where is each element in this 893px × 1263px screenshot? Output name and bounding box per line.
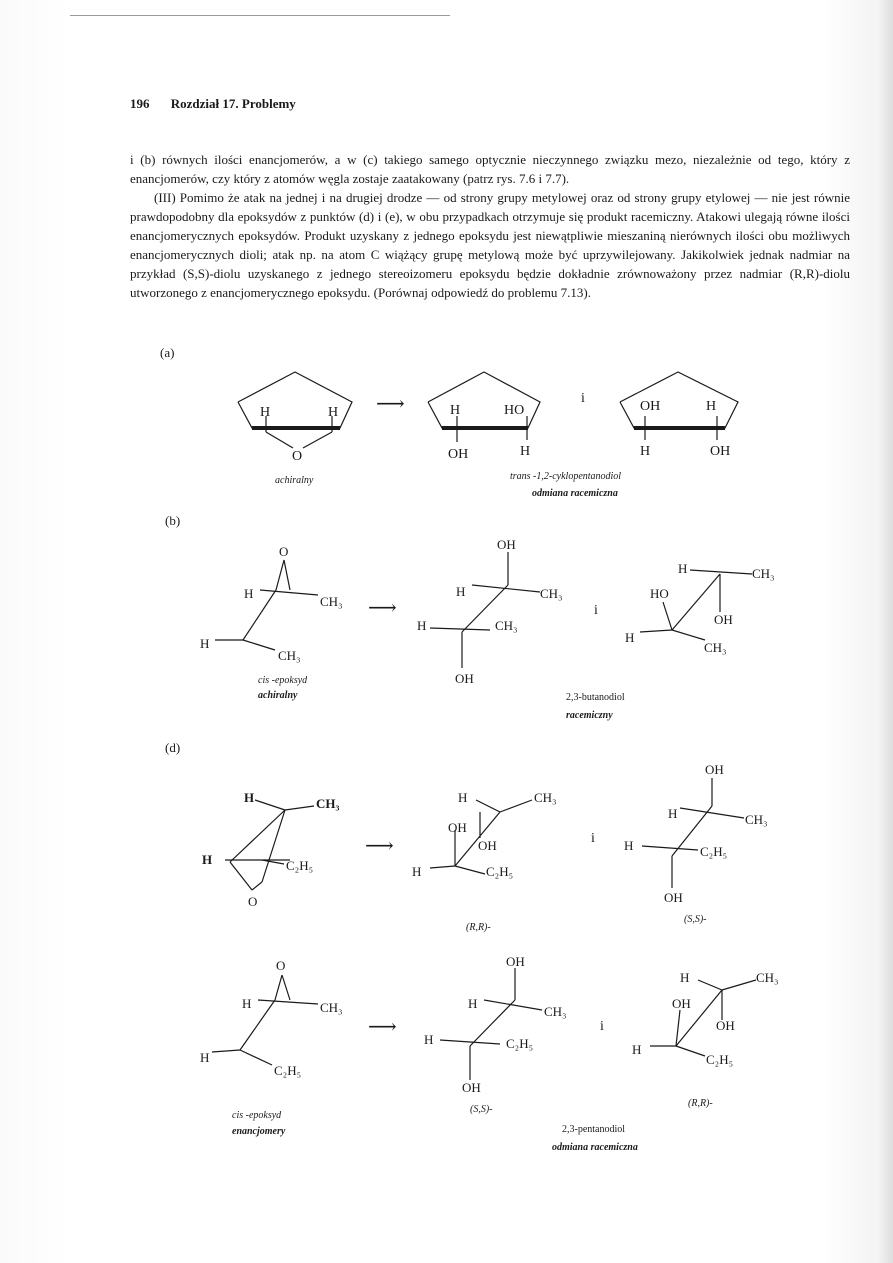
atom-label: OH — [506, 954, 525, 969]
arrow: ⟶ — [368, 1016, 397, 1038]
atom-label: OH — [497, 537, 516, 552]
atom-label: H — [200, 1050, 210, 1065]
atom-label: H — [632, 1042, 642, 1057]
butanediol-fischer-2 — [640, 570, 752, 640]
atom-label: H — [624, 838, 634, 853]
atom-label: OH — [710, 444, 731, 459]
atom-label: H — [680, 970, 690, 985]
caption: (R,R)- — [466, 922, 491, 933]
caption: achiralny — [258, 690, 298, 701]
atom-label: OH — [478, 838, 497, 853]
atom-label: OH — [448, 447, 469, 462]
atom-label: H — [668, 806, 678, 821]
atom-label: CH₃ — [756, 970, 779, 985]
caption: 2,3-pentanodiol — [562, 1124, 626, 1135]
caption: cis -epoksyd — [258, 675, 308, 686]
caption: (S,S)- — [684, 914, 707, 925]
epoxide-d2 — [212, 975, 318, 1065]
caption: racemiczny — [566, 710, 613, 721]
arrow: ⟶ — [365, 835, 394, 857]
atom-label: H — [424, 1032, 434, 1047]
atom-label: H — [244, 586, 254, 601]
atom-label: C₂H₅ — [486, 864, 514, 879]
caption: (R,R)- — [688, 1098, 713, 1109]
atom-label: CH₃ — [745, 812, 768, 827]
atom-label: HO — [504, 403, 525, 418]
atom-label: O — [248, 894, 258, 909]
and-label: i — [600, 1019, 604, 1034]
and-label: i — [594, 603, 598, 618]
atom-label: CH₃ — [495, 618, 518, 633]
and-label: i — [591, 831, 595, 846]
atom-label: OH — [705, 762, 724, 777]
atom-label: OH — [716, 1018, 735, 1033]
butanediol-fischer-1 — [430, 552, 540, 668]
atom-label: O — [279, 544, 289, 559]
caption: cis -epoksyd — [232, 1110, 282, 1121]
atom-label: H — [678, 561, 688, 576]
label-a: (a) — [160, 345, 175, 360]
atom-label: H — [244, 790, 255, 805]
atom-label: H — [625, 630, 635, 645]
atom-label: OH — [672, 996, 691, 1011]
paragraph: (III) Pomimo że atak na jednej i na drugiej drodze — od strony grupy metylowej oraz od strony grupy etylowej — nie jest równie prawdopodobny dla epoksydów z punktów (d) i (e), w obu przypadkach otrzymuje się produkt racemiczny. Atakowi ulegają równe ilości enancjomerycznych epoksydów. Produkt uzyskany z jednego epoksydu jest niewątpliwie mieszaniną nierównych ilości obu możliwych enancjomerycznych dioli; atak np. na atom C wiążący grupę metylową może być uprzywilejowany. Jakikolwiek jednak nadmiar na przykład (S,S)-diolu uzyskanego z jednego stereoizomeru epoksydu będzie dokładnie zrównoważony przez nadmiar (R,R)-diolu utworzonego z enancjomerycznego epoksydu. (Porównaj odpowiedź do problemu 7.13). — [130, 190, 850, 300]
atom-label: C₂H₅ — [700, 844, 728, 859]
trans-diol-ring-2 — [620, 372, 738, 440]
atom-label: H — [520, 444, 531, 459]
atom-label: CH₃ — [278, 648, 301, 663]
atom-label: H — [242, 996, 252, 1011]
atom-label: C₂H₅ — [706, 1052, 734, 1067]
atom-label: CH₃ — [752, 566, 775, 581]
atom-label: H — [458, 790, 468, 805]
atom-label: HO — [650, 586, 669, 601]
atom-label: OH — [448, 820, 467, 835]
atom-label: C₂H₅ — [506, 1036, 534, 1051]
pentanediol-rr-top — [430, 800, 532, 874]
label-d: (d) — [165, 740, 181, 755]
atom-label: H — [706, 399, 717, 414]
atom-label: CH₃ — [534, 790, 557, 805]
atom-label: H — [328, 405, 339, 420]
pentanediol-ss-bottom — [440, 968, 542, 1080]
atom-label: O — [292, 449, 303, 464]
caption: trans -1,2-cyklopentanodiol — [510, 471, 622, 482]
caption: odmiana racemiczna — [532, 488, 618, 499]
atom-label: CH₃ — [316, 796, 340, 811]
atom-label: H — [412, 864, 422, 879]
pentanediol-ss-top — [642, 778, 744, 888]
atom-label: OH — [640, 399, 661, 414]
atom-label: H — [450, 403, 461, 418]
atom-label: O — [276, 958, 286, 973]
paragraph: i (b) równych ilości enancjomerów, a w (c) takiego samego optycznie nieczynnego związku mezo, niezależnie od tego, który z enancjomerów, czy który z atomów węgla zostaje zaatakowany (patrz rys. 7.6 i 7.7). — [130, 152, 850, 186]
atom-label: H — [200, 636, 210, 651]
atom-label: OH — [455, 671, 474, 686]
atom-label: OH — [664, 890, 683, 905]
atom-label: CH₃ — [320, 1000, 343, 1015]
atom-label: H — [456, 584, 466, 599]
atom-label: CH₃ — [544, 1004, 567, 1019]
atom-label: C₂H₅ — [286, 858, 314, 873]
atom-label: C₂H₅ — [274, 1063, 302, 1078]
caption: 2,3-butanodiol — [566, 692, 625, 703]
caption: (S,S)- — [470, 1104, 493, 1115]
atom-label: CH₃ — [704, 640, 727, 655]
atom-label: H — [468, 996, 478, 1011]
atom-label: OH — [462, 1080, 481, 1095]
page-number: 196 — [130, 96, 150, 111]
caption: achiralny — [275, 475, 314, 486]
arrow: ⟶ — [368, 597, 397, 619]
atom-label: H — [417, 618, 427, 633]
pentanediol-rr-bottom — [650, 980, 756, 1056]
atom-label: H — [202, 852, 213, 867]
label-b: (b) — [165, 513, 181, 528]
atom-label: CH₃ — [320, 594, 343, 609]
arrow: ⟶ — [376, 393, 405, 415]
caption: odmiana racemiczna — [552, 1142, 638, 1153]
chapter-title: Rozdział 17. Problemy — [170, 96, 296, 111]
atom-label: H — [260, 405, 271, 420]
and-label: i — [581, 391, 585, 406]
atom-label: OH — [714, 612, 733, 627]
cis-epoxide-b — [215, 560, 318, 650]
atom-label: CH₃ — [540, 586, 563, 601]
epoxide-d1 — [225, 800, 314, 890]
atom-label: H — [640, 444, 651, 459]
caption: enancjomery — [232, 1126, 286, 1137]
